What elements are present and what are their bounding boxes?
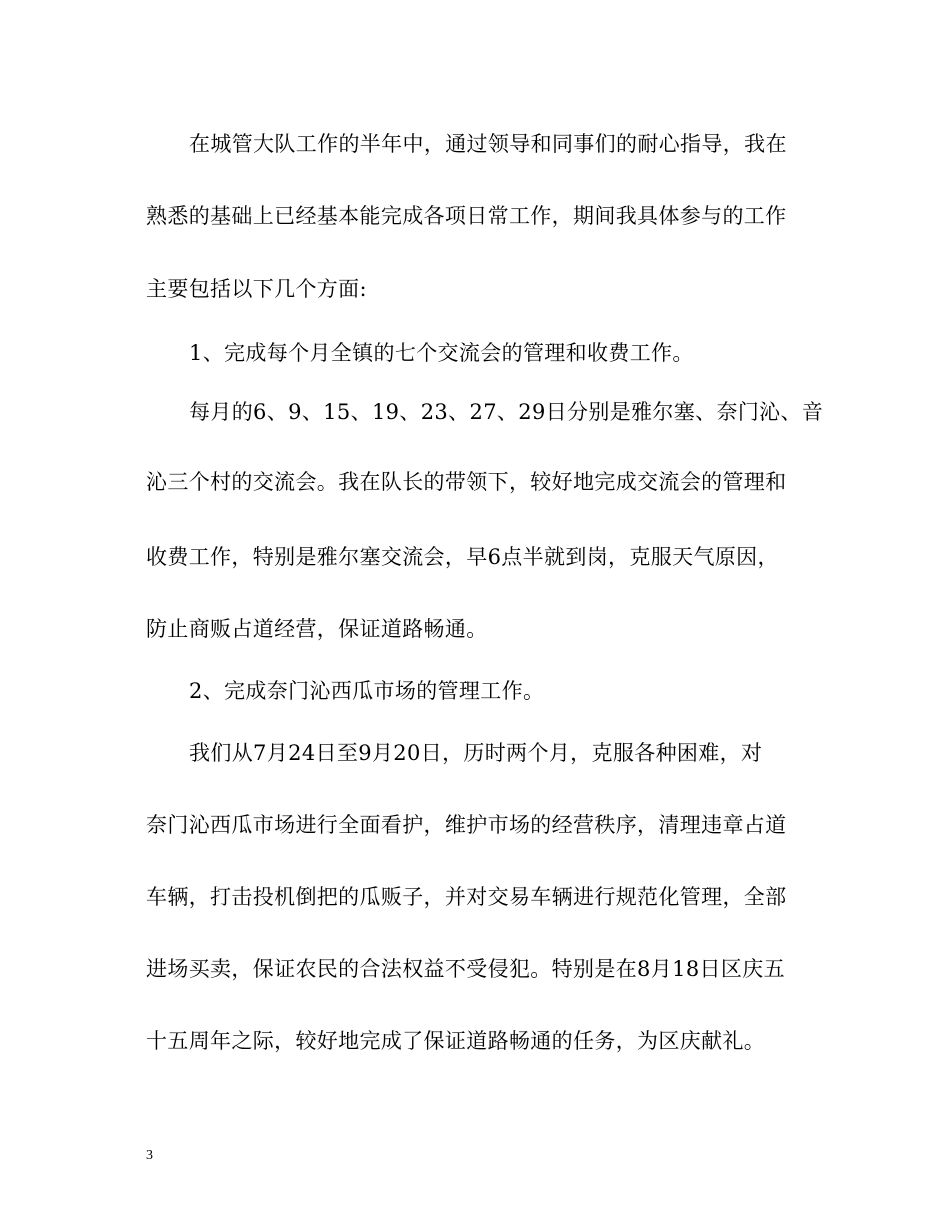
paragraph-line: 防止商贩占道经营，保证道路畅通。 [146,617,488,641]
paragraph-line: 车辆，打击投机倒把的瓜贩子，并对交易车辆进行规范化管理，全部 [146,885,787,909]
paragraph-line: 进场买卖，保证农民的合法权益不受侵犯。特别是在8月18日区庆五 [146,957,785,981]
paragraph-line: 在城管大队工作的半年中，通过领导和同事们的耐心指导，我在 [189,132,787,156]
paragraph-line: 沁三个村的交流会。我在队长的带领下，较好地完成交流会的管理和 [146,470,787,494]
paragraph-line: 熟悉的基础上已经基本能完成各项日常工作，期间我具体参与的工作 [146,204,787,228]
list-heading: 1、完成每个月全镇的七个交流会的管理和收费工作。 [189,341,694,365]
list-heading: 2、完成奈门沁西瓜市场的管理工作。 [189,679,545,703]
paragraph-line: 十五周年之际，较好地完成了保证道路畅通的任务，为区庆献礼。 [146,1029,766,1053]
paragraph-line: 收费工作，特别是雅尔塞交流会，早6点半就到岗，克服天气原因， [146,545,779,569]
paragraph-line: 主要包括以下几个方面: [146,277,367,301]
paragraph-line: 每月的6、9、15、19、23、27、29日分别是雅尔塞、奈门沁、音 [189,400,824,424]
paragraph-line: 奈门沁西瓜市场进行全面看护，维护市场的经营秩序，清理违章占道 [146,813,787,837]
paragraph-line: 我们从7月24日至9月20日，历时两个月，克服各种困难，对 [189,741,763,765]
page-number: 3 [146,1148,153,1163]
